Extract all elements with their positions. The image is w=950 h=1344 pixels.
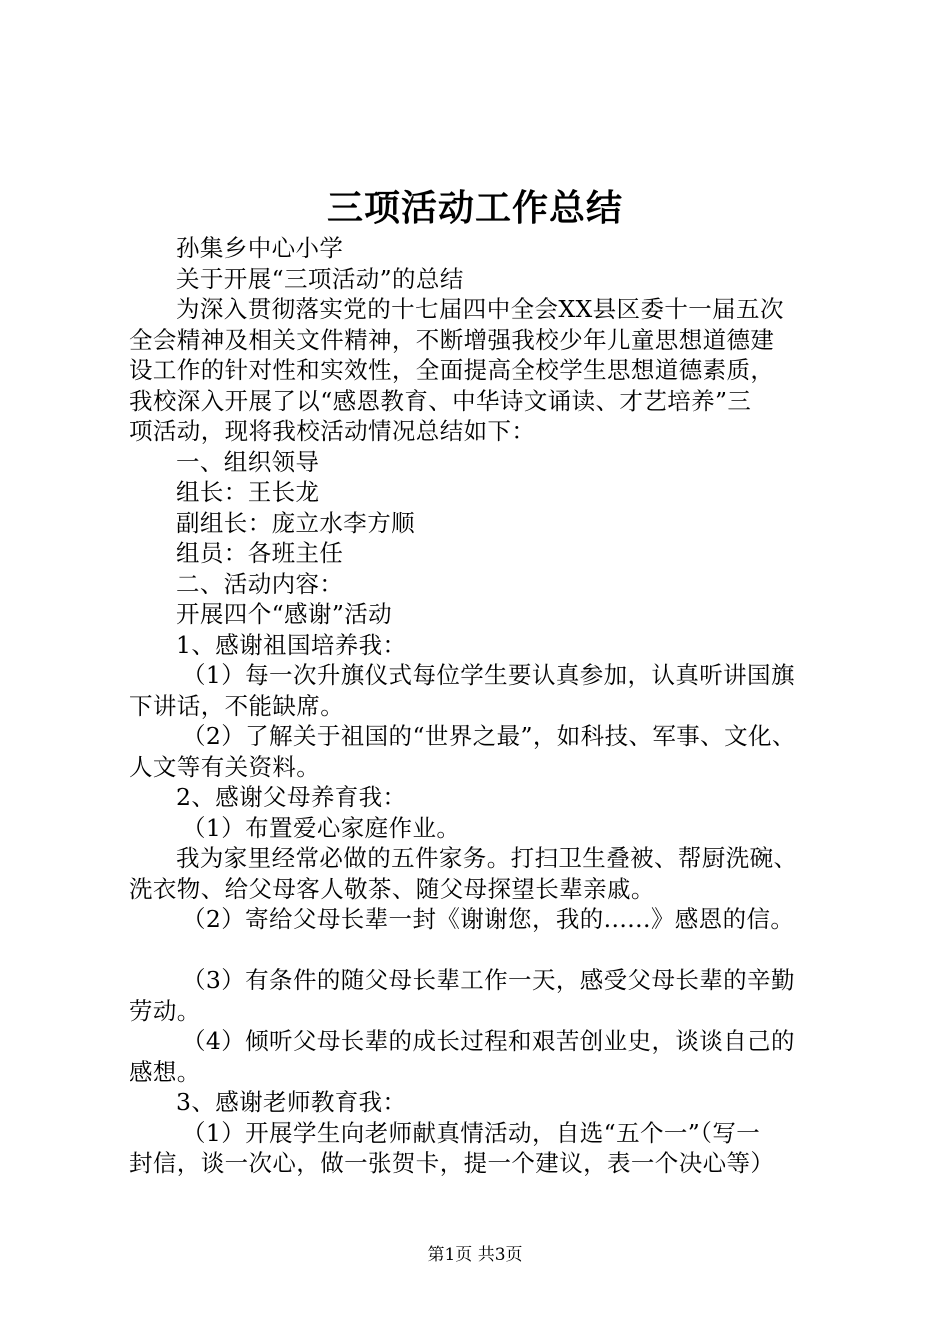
paragraph-line: 感想。	[129, 1057, 201, 1086]
list-heading: 3、感谢老师教育我：	[176, 1088, 407, 1116]
paragraph-line: 我为家里经常必做的五件家务。打扫卫生叠被、帮厨洗碗、	[176, 844, 798, 872]
school-name-line: 孙集乡中心小学	[176, 234, 344, 262]
paragraph-line: （3）有条件的随父母长辈工作一天，感受父母长辈的辛勤	[182, 966, 795, 994]
paragraph-line: （1）布置爱心家庭作业。	[182, 813, 461, 842]
paragraph-line: 我校深入开展了以“感恩教育、中华诗文诵读、才艺培养”三	[129, 386, 752, 415]
list-heading: 1、感谢祖国培养我：	[176, 630, 407, 659]
paragraph-line: 洗衣物、给父母客人敬茶、随父母探望长辈亲戚。	[129, 874, 655, 903]
page-footer: 第1页 共3页	[427, 1245, 523, 1265]
paragraph-line: 封信，谈一次心，做一张贺卡，提一个建议，表一个决心等）	[129, 1149, 775, 1177]
paragraph-line: （4）倾听父母长辈的成长过程和艰苦创业史，谈谈自己的	[182, 1027, 795, 1055]
paragraph-line: 下讲话，不能缺席。	[129, 691, 345, 720]
subtitle-line: 关于开展“三项活动”的总结	[176, 264, 464, 293]
paragraph-line: 全会精神及相关文件精神，不断增强我校少年儿童思想道德建	[129, 325, 775, 354]
paragraph-line: （1）每一次升旗仪式每位学生要认真参加，认真听讲国旗	[182, 661, 795, 689]
document-title: 三项活动工作总结	[326, 187, 623, 229]
paragraph-line: 副组长：庞立水李方顺	[176, 508, 415, 537]
paragraph-line: （1）开展学生向老师献真情活动，自选“五个一”（写一	[182, 1118, 761, 1147]
section-heading: 二、活动内容：	[176, 569, 344, 598]
paragraph-line: 开展四个“感谢”活动	[176, 600, 393, 628]
document-body	[129, 233, 853, 1179]
paragraph-line: （2）了解关于祖国的“世界之最”，如科技、军事、文化、	[182, 722, 796, 750]
paragraph-line: 设工作的针对性和实效性，全面提高全校学生思想道德素质，	[129, 356, 775, 384]
paragraph-line: 为深入贯彻落实党的十七届四中全会XX县区委十一届五次	[176, 295, 784, 323]
paragraph-line: 劳动。	[129, 996, 201, 1025]
list-heading: 2、感谢父母养育我：	[176, 783, 407, 811]
blank-line	[129, 935, 853, 966]
paragraph-line: 项活动，现将我校活动情况总结如下：	[129, 417, 536, 445]
paragraph-line: 组员：各班主任	[176, 539, 344, 567]
paragraph-line: 组长：王长龙	[176, 478, 320, 506]
section-heading: 一、组织领导	[176, 447, 320, 476]
paragraph-line: （2）寄给父母长辈一封《谢谢您，我的......》感恩的信。	[182, 905, 795, 933]
paragraph-line: 人文等有关资料。	[129, 752, 321, 781]
